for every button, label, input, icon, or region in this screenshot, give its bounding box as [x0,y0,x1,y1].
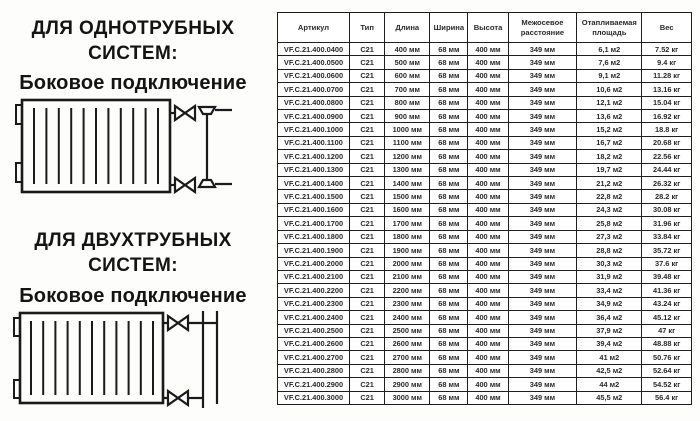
table-cell: 2400 мм [385,311,430,324]
column-header: Отапливаемая площадь [577,13,642,43]
table-cell: 2700 мм [385,351,430,364]
table-cell: 500 мм [385,56,430,69]
table-cell: VF.C.21.400.1200 [278,150,350,163]
table-cell: 349 мм [508,284,577,297]
table-cell: 349 мм [508,257,577,270]
table-cell: 68 мм [430,69,468,82]
table-cell: 10,6 м2 [577,83,642,96]
table-cell: 2000 мм [385,257,430,270]
table-cell: 3000 мм [385,391,430,404]
table-row [278,56,692,69]
two-pipe-side-connection-diagram [4,304,236,411]
table-cell: VF.C.21.400.1900 [278,244,350,257]
table-row [278,203,692,216]
table-cell: 349 мм [508,297,577,310]
table-cell: 16.92 кг [642,110,692,123]
table-cell: 68 мм [430,364,468,377]
table-cell: 1500 мм [385,190,430,203]
table-cell: C21 [350,163,385,176]
table-row [278,150,692,163]
table-cell: 349 мм [508,177,577,190]
table-row [278,351,692,364]
table-cell: VF.C.21.400.2400 [278,311,350,324]
table-cell: 26.32 кг [642,177,692,190]
table-cell: 30.08 кг [642,203,692,216]
table-cell: 400 мм [468,391,508,404]
table-row [278,96,692,109]
column-header: Ширина [430,13,468,43]
table-cell: 24,3 м2 [577,203,642,216]
table-cell: 1200 мм [385,150,430,163]
table-cell: 12,1 м2 [577,96,642,109]
spec-table-body [278,43,692,405]
table-cell: 68 мм [430,378,468,391]
single-pipe-heading-line2: СИСТЕМ: [88,43,178,64]
table-cell: C21 [350,244,385,257]
table-cell: 400 мм [468,257,508,270]
table-cell: 349 мм [508,190,577,203]
table-row [278,136,692,149]
table-cell: 349 мм [508,110,577,123]
table-cell: VF.C.21.400.1000 [278,123,350,136]
table-cell: VF.C.21.400.1400 [278,177,350,190]
table-row [278,230,692,243]
table-cell: C21 [350,110,385,123]
table-cell: C21 [350,203,385,216]
table-cell: 16,7 м2 [577,136,642,149]
table-cell: 31,9 м2 [577,270,642,283]
table-cell: 68 мм [430,96,468,109]
single-pipe-heading [0,16,266,66]
table-cell: C21 [350,378,385,391]
table-cell: 2300 мм [385,297,430,310]
table-cell: 48.88 кг [642,337,692,350]
table-cell: VF.C.21.400.2600 [278,337,350,350]
table-cell: 68 мм [430,177,468,190]
table-cell: 400 мм [385,43,430,56]
table-cell: VF.C.21.400.2100 [278,270,350,283]
table-cell: 68 мм [430,297,468,310]
table-cell: 68 мм [430,351,468,364]
column-header: Тип [350,13,385,43]
table-row [278,244,692,257]
table-cell: C21 [350,324,385,337]
table-cell: C21 [350,297,385,310]
table-cell: C21 [350,230,385,243]
table-cell: VF.C.21.400.1500 [278,190,350,203]
table-row [278,43,692,56]
table-row [278,217,692,230]
table-cell: 400 мм [468,244,508,257]
table-cell: 13.16 кг [642,83,692,96]
table-cell: 30,3 м2 [577,257,642,270]
table-cell: C21 [350,177,385,190]
table-cell: 15,2 м2 [577,123,642,136]
table-cell: 349 мм [508,203,577,216]
table-cell: 400 мм [468,270,508,283]
table-cell: 1800 мм [385,230,430,243]
table-cell: 400 мм [468,190,508,203]
bottom-tee-fitting-icon [199,180,232,187]
two-pipe-heading [0,228,266,278]
column-header: Длина [385,13,430,43]
table-cell: 349 мм [508,123,577,136]
table-cell: 349 мм [508,391,577,404]
table-cell: 400 мм [468,69,508,82]
column-header: Артикул [278,13,350,43]
table-cell: 400 мм [468,230,508,243]
table-cell: C21 [350,311,385,324]
table-cell: 400 мм [468,150,508,163]
table-row [278,83,692,96]
table-cell: C21 [350,69,385,82]
table-cell: 47 кг [642,324,692,337]
table-cell: 37.6 кг [642,257,692,270]
table-cell: C21 [350,190,385,203]
table-cell: VF.C.21.400.1100 [278,136,350,149]
table-cell: C21 [350,56,385,69]
column-header: Вес [642,13,692,43]
bottom-valve-icon [163,391,188,405]
table-cell: 6,1 м2 [577,43,642,56]
spec-table-head-row [278,13,692,43]
table-cell: 349 мм [508,244,577,257]
column-header: Межосевое расстояние [508,13,577,43]
table-cell: 349 мм [508,56,577,69]
table-cell: 600 мм [385,69,430,82]
table-cell: 349 мм [508,69,577,82]
table-cell: 19,7 м2 [577,163,642,176]
table-cell: 400 мм [468,163,508,176]
table-cell: 400 мм [468,351,508,364]
table-cell: 349 мм [508,83,577,96]
table-cell: 349 мм [508,136,577,149]
table-cell: 68 мм [430,136,468,149]
table-row [278,123,692,136]
table-cell: 20.68 кг [642,136,692,149]
table-cell: 1400 мм [385,177,430,190]
table-row [278,364,692,377]
table-cell: VF.C.21.400.0400 [278,43,350,56]
table-cell: 68 мм [430,56,468,69]
table-cell: 400 мм [468,203,508,216]
table-cell: 400 мм [468,297,508,310]
table-cell: 22,8 м2 [577,190,642,203]
table-cell: 52.64 кг [642,364,692,377]
table-cell: 2100 мм [385,270,430,283]
table-cell: 68 мм [430,230,468,243]
table-cell: VF.C.21.400.2500 [278,324,350,337]
table-cell: 24.44 кг [642,163,692,176]
table-cell: 400 мм [468,364,508,377]
table-cell: 7.52 кг [642,43,692,56]
table-cell: 68 мм [430,203,468,216]
table-cell: 68 мм [430,150,468,163]
table-cell: 400 мм [468,43,508,56]
table-cell: VF.C.21.400.0600 [278,69,350,82]
top-tee-fitting-icon [199,107,232,114]
table-cell: 35.72 кг [642,244,692,257]
table-row [278,110,692,123]
table-cell: 349 мм [508,230,577,243]
table-cell: 15.04 кг [642,96,692,109]
two-pipe-subheading: Боковое подключение [19,285,247,307]
left-panel [0,0,266,421]
table-cell: 800 мм [385,96,430,109]
table-cell: 41 м2 [577,351,642,364]
table-cell: VF.C.21.400.0700 [278,83,350,96]
table-cell: 349 мм [508,364,577,377]
table-cell: VF.C.21.400.2300 [278,297,350,310]
table-cell: 349 мм [508,150,577,163]
table-cell: C21 [350,364,385,377]
table-cell: 33.84 кг [642,230,692,243]
table-row [278,311,692,324]
single-pipe-heading-line1: ДЛЯ ОДНОТРУБНЫХ [31,18,235,39]
table-cell: 68 мм [430,257,468,270]
table-cell: 56.4 кг [642,391,692,404]
table-cell: 28,8 м2 [577,244,642,257]
table-row [278,69,692,82]
table-cell: 9,1 м2 [577,69,642,82]
table-cell: 39,4 м2 [577,337,642,350]
table-cell: VF.C.21.400.2800 [278,364,350,377]
table-cell: 400 мм [468,378,508,391]
table-row [278,190,692,203]
table-cell: C21 [350,337,385,350]
table-cell: 68 мм [430,391,468,404]
table-row [278,297,692,310]
table-cell: 28.2 кг [642,190,692,203]
table-cell: 400 мм [468,110,508,123]
table-cell: 68 мм [430,270,468,283]
table-cell: 700 мм [385,83,430,96]
table-cell: C21 [350,150,385,163]
table-cell: C21 [350,257,385,270]
table-cell: 349 мм [508,324,577,337]
table-cell: 400 мм [468,311,508,324]
table-cell: 37,9 м2 [577,324,642,337]
table-cell: 349 мм [508,378,577,391]
table-cell: 349 мм [508,311,577,324]
table-cell: VF.C.21.400.0900 [278,110,350,123]
table-cell: VF.C.21.400.1700 [278,217,350,230]
table-cell: 68 мм [430,43,468,56]
table-cell: C21 [350,351,385,364]
table-cell: C21 [350,217,385,230]
table-cell: 41.36 кг [642,284,692,297]
table-cell: 34,9 м2 [577,297,642,310]
top-valve-icon [163,316,188,330]
table-cell: VF.C.21.400.2900 [278,378,350,391]
table-cell: VF.C.21.400.2700 [278,351,350,364]
table-cell: 400 мм [468,56,508,69]
table-cell: 400 мм [468,136,508,149]
table-cell: VF.C.21.400.1300 [278,163,350,176]
table-cell: 42,5 м2 [577,364,642,377]
table-cell: 400 мм [468,177,508,190]
table-cell: 349 мм [508,337,577,350]
table-cell: 68 мм [430,110,468,123]
table-row [278,378,692,391]
table-cell: 900 мм [385,110,430,123]
table-cell: 68 мм [430,284,468,297]
table-cell: 39.48 кг [642,270,692,283]
table-cell: 1600 мм [385,203,430,216]
table-cell: 400 мм [468,83,508,96]
table-cell: VF.C.21.400.3000 [278,391,350,404]
two-pipe-heading-line2: СИСТЕМ: [88,255,178,276]
table-cell: VF.C.21.400.0500 [278,56,350,69]
table-cell: VF.C.21.400.2200 [278,284,350,297]
column-header: Высота [468,13,508,43]
table-row [278,391,692,404]
table-cell: 68 мм [430,163,468,176]
table-cell: VF.C.21.400.2000 [278,257,350,270]
single-pipe-side-connection-diagram [4,97,236,197]
table-cell: 400 мм [468,217,508,230]
table-cell: 2200 мм [385,284,430,297]
table-cell: 1900 мм [385,244,430,257]
table-cell: 400 мм [468,123,508,136]
table-cell: 11.28 кг [642,69,692,82]
table-cell: 1000 мм [385,123,430,136]
radiator-spec-table [277,12,692,405]
table-cell: 33,4 м2 [577,284,642,297]
table-cell: 349 мм [508,96,577,109]
table-cell: 68 мм [430,337,468,350]
table-cell: 45,5 м2 [577,391,642,404]
table-cell: 68 мм [430,311,468,324]
table-cell: 349 мм [508,43,577,56]
table-cell: 1300 мм [385,163,430,176]
top-valve-icon [170,106,195,120]
table-cell: C21 [350,96,385,109]
table-cell: 68 мм [430,190,468,203]
table-cell: 68 мм [430,324,468,337]
table-cell: 68 мм [430,217,468,230]
table-cell: 68 мм [430,123,468,136]
table-row [278,270,692,283]
table-cell: 27,3 м2 [577,230,642,243]
table-cell: 349 мм [508,163,577,176]
table-cell: 349 мм [508,270,577,283]
table-row [278,324,692,337]
table-cell: C21 [350,136,385,149]
table-cell: 2500 мм [385,324,430,337]
table-cell: 2800 мм [385,364,430,377]
table-cell: 400 мм [468,284,508,297]
table-cell: 1700 мм [385,217,430,230]
table-cell: 2900 мм [385,378,430,391]
table-cell: 43.24 кг [642,297,692,310]
table-cell: 54.52 кг [642,378,692,391]
table-cell: C21 [350,83,385,96]
radiator-icon [14,313,163,403]
table-row [278,337,692,350]
table-cell: C21 [350,284,385,297]
table-cell: 50.76 кг [642,351,692,364]
table-cell: 25,8 м2 [577,217,642,230]
table-row [278,257,692,270]
table-row [278,284,692,297]
table-cell: VF.C.21.400.1800 [278,230,350,243]
table-cell: 18,2 м2 [577,150,642,163]
table-cell: 68 мм [430,244,468,257]
radiator-icon [16,100,170,192]
table-cell: 7,6 м2 [577,56,642,69]
table-cell: 31.96 кг [642,217,692,230]
table-cell: 22.56 кг [642,150,692,163]
bottom-valve-icon [170,178,195,192]
table-cell: 13,6 м2 [577,110,642,123]
table-cell: 349 мм [508,217,577,230]
table-row [278,163,692,176]
table-cell: C21 [350,391,385,404]
table-cell: VF.C.21.400.1600 [278,203,350,216]
single-pipe-subheading: Боковое подключение [19,72,247,94]
table-cell: C21 [350,123,385,136]
table-cell: 2600 мм [385,337,430,350]
table-cell: 400 мм [468,96,508,109]
table-cell: 21,2 м2 [577,177,642,190]
table-cell: 349 мм [508,351,577,364]
table-cell: 9.4 кг [642,56,692,69]
two-pipe-heading-line1: ДЛЯ ДВУХТРУБНЫХ [34,230,232,251]
table-cell: 36,4 м2 [577,311,642,324]
table-row [278,177,692,190]
table-cell: 400 мм [468,337,508,350]
table-cell: 68 мм [430,83,468,96]
table-cell: 45.12 кг [642,311,692,324]
table-cell: VF.C.21.400.0800 [278,96,350,109]
table-cell: 400 мм [468,324,508,337]
table-cell: C21 [350,43,385,56]
table-cell: 1100 мм [385,136,430,149]
table-cell: 18.8 кг [642,123,692,136]
table-cell: C21 [350,270,385,283]
table-cell: 44 м2 [577,378,642,391]
